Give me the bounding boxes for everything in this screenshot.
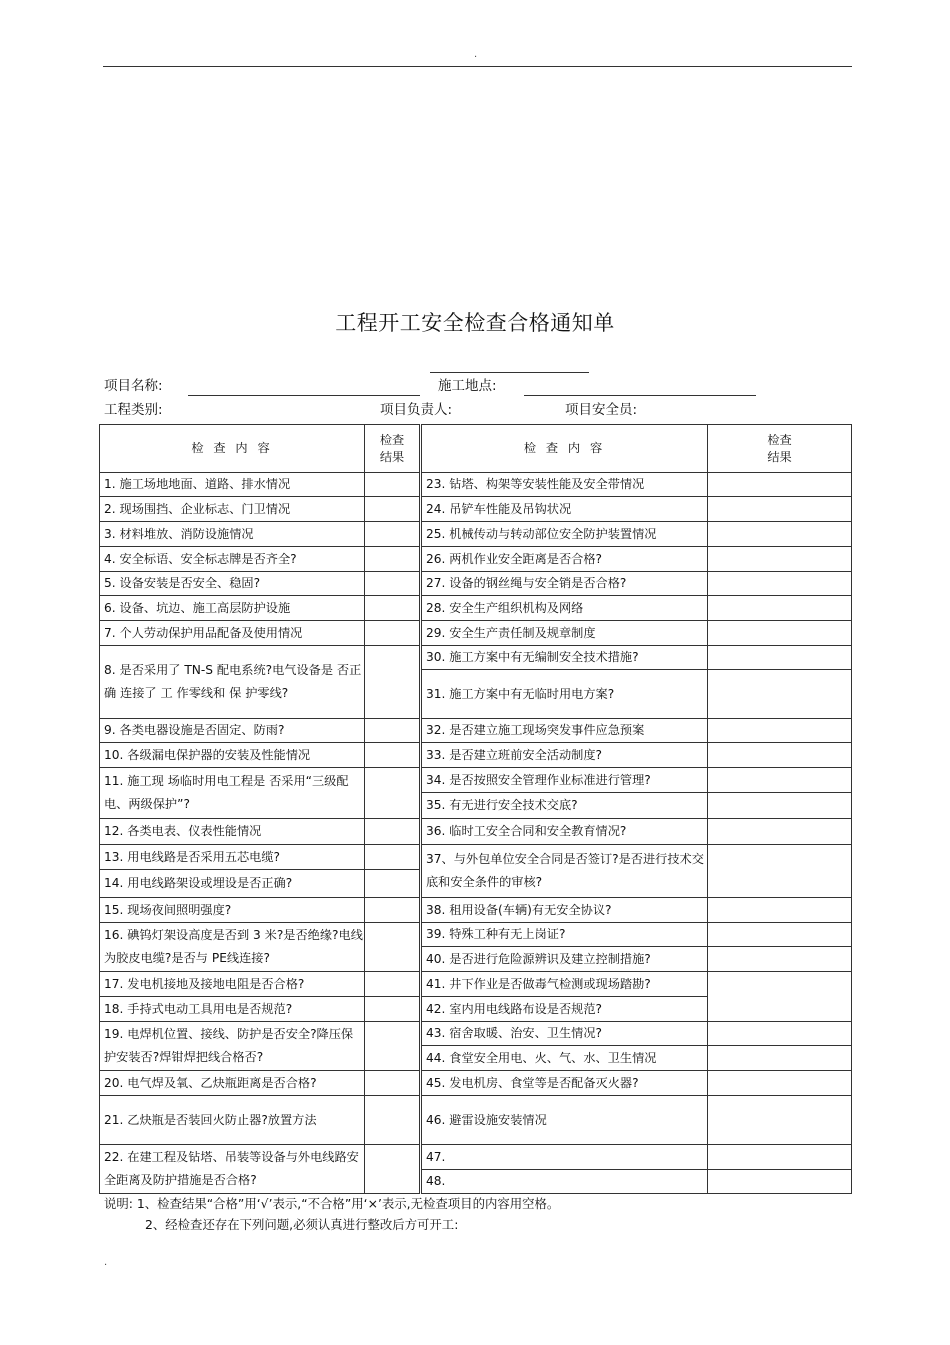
left-item-22: 22. 在建工程及钻塔、吊装等设备与外电线路安全距离及防护措施是否合格? xyxy=(100,1145,365,1194)
right-item-27: 27. 设备的钢丝绳与安全销是否合格? xyxy=(421,572,708,596)
left-item-8: 8. 是否采用了 TN-S 配电系统?电气设备是 否正确 连接了 工 作零线和 保 护零线? xyxy=(100,646,365,719)
right-item-29: 29. 安全生产责任制及规章制度 xyxy=(421,621,708,646)
right-item-42: 42. 室内用电线路布设是否规范? xyxy=(421,997,708,1022)
left-result-6[interactable] xyxy=(365,596,421,621)
check-table xyxy=(99,424,852,1194)
right-item-30: 30. 施工方案中有无编制安全技术措施? xyxy=(421,646,708,670)
right-item-34: 34. 是否按照安全管理作业标准进行管理? xyxy=(421,768,708,793)
right-result-46[interactable] xyxy=(708,1096,852,1145)
left-item-1: 1. 施工场地地面、道路、排水情况 xyxy=(100,473,365,497)
table-header-row xyxy=(100,425,852,473)
safety-officer-label: 项目安全员: xyxy=(565,402,638,418)
left-result-18[interactable] xyxy=(365,997,421,1022)
left-result-15[interactable] xyxy=(365,898,421,923)
left-item-9: 9. 各类电器设施是否固定、防雨? xyxy=(100,719,365,743)
project-name-field[interactable] xyxy=(188,395,420,396)
right-result-26[interactable] xyxy=(708,547,852,572)
right-item-24: 24. 吊铲车性能及吊钩状况 xyxy=(421,497,708,522)
right-item-32: 32. 是否建立施工现场突发事件应急预案 xyxy=(421,719,708,743)
table-row xyxy=(100,646,852,670)
left-item-6: 6. 设备、坑边、施工高层防护设施 xyxy=(100,596,365,621)
table-row xyxy=(100,572,852,596)
left-result-14[interactable] xyxy=(365,870,421,898)
header-rule xyxy=(103,66,852,67)
left-item-7: 7. 个人劳动保护用品配备及使用情况 xyxy=(100,621,365,646)
table-row xyxy=(100,898,852,923)
note-line-2: 2、经检查还存在下列问题,必须认真进行整改后方可开工: xyxy=(145,1217,459,1232)
left-result-8[interactable] xyxy=(365,646,421,719)
left-result-5[interactable] xyxy=(365,572,421,596)
table-row xyxy=(100,1145,852,1170)
left-result-header: 检查 结果 xyxy=(365,425,421,473)
table-row xyxy=(100,1022,852,1046)
table-row xyxy=(100,596,852,621)
right-item-44: 44. 食堂安全用电、火、气、水、卫生情况 xyxy=(421,1046,708,1071)
table-row xyxy=(100,497,852,522)
left-item-10: 10. 各级漏电保护器的安装及性能情况 xyxy=(100,743,365,768)
right-result-47[interactable] xyxy=(708,1145,852,1170)
left-result-10[interactable] xyxy=(365,743,421,768)
right-item-39: 39. 特殊工种有无上岗证? xyxy=(421,923,708,947)
right-result-32[interactable] xyxy=(708,719,852,743)
right-result-30[interactable] xyxy=(708,646,852,670)
right-result-25[interactable] xyxy=(708,522,852,547)
right-result-44[interactable] xyxy=(708,1046,852,1071)
header-mark: . xyxy=(474,49,478,60)
left-result-17[interactable] xyxy=(365,972,421,997)
left-item-15: 15. 现场夜间照明强度? xyxy=(100,898,365,923)
left-result-9[interactable] xyxy=(365,719,421,743)
manager-label: 项目负责人: xyxy=(380,402,453,418)
right-item-47: 47. xyxy=(421,1145,708,1170)
right-item-25: 25. 机械传动与转动部位安全防护装置情况 xyxy=(421,522,708,547)
left-result-4[interactable] xyxy=(365,547,421,572)
table-row xyxy=(100,768,852,793)
right-result-39[interactable] xyxy=(708,923,852,947)
left-result-3[interactable] xyxy=(365,522,421,547)
table-row xyxy=(100,719,852,743)
right-result-40[interactable] xyxy=(708,947,852,972)
right-item-33: 33. 是否建立班前安全活动制度? xyxy=(421,743,708,768)
table-row xyxy=(100,473,852,497)
right-item-31: 31. 施工方案中有无临时用电方案? xyxy=(421,670,708,719)
right-result-28[interactable] xyxy=(708,596,852,621)
left-item-14: 14. 用电线路架设或埋设是否正确? xyxy=(100,870,365,898)
document-title: 工程开工安全检查合格通知单 xyxy=(335,311,615,335)
right-result-36[interactable] xyxy=(708,819,852,845)
table-row xyxy=(100,1071,852,1096)
left-item-18: 18. 手持式电动工具用电是否规范? xyxy=(100,997,365,1022)
right-item-46: 46. 避雷设施安装情况 xyxy=(421,1096,708,1145)
right-result-41-42[interactable] xyxy=(708,972,852,1022)
table-row xyxy=(100,743,852,768)
right-result-23[interactable] xyxy=(708,473,852,497)
right-result-24[interactable] xyxy=(708,497,852,522)
right-result-33[interactable] xyxy=(708,743,852,768)
right-item-37: 37、与外包单位安全合同是否签订?是否进行技术交底和安全条件的审核? xyxy=(421,845,708,898)
left-item-3: 3. 材料堆放、消防设施情况 xyxy=(100,522,365,547)
right-result-29[interactable] xyxy=(708,621,852,646)
left-result-7[interactable] xyxy=(365,621,421,646)
left-item-12: 12. 各类电表、仪表性能情况 xyxy=(100,819,365,845)
table-row xyxy=(100,845,852,870)
left-result-20[interactable] xyxy=(365,1071,421,1096)
right-item-36: 36. 临时工安全合同和安全教育情况? xyxy=(421,819,708,845)
left-result-1[interactable] xyxy=(365,473,421,497)
table-row xyxy=(100,972,852,997)
left-result-12[interactable] xyxy=(365,819,421,845)
table-row xyxy=(100,621,852,646)
right-item-38: 38. 租用设备(车辆)有无安全协议? xyxy=(421,898,708,923)
left-result-22[interactable] xyxy=(365,1145,421,1194)
left-item-11: 11. 施工现 场临时用电工程是 否采用“三级配电、两级保护”? xyxy=(100,768,365,819)
left-item-17: 17. 发电机接地及接地电阻是否合格? xyxy=(100,972,365,997)
left-item-19: 19. 电焊机位置、接线、防护是否安全?降压保护安装否?焊钳焊把线合格否? xyxy=(100,1022,365,1071)
table-row xyxy=(100,923,852,947)
right-item-40: 40. 是否进行危险源辨识及建立控制措施? xyxy=(421,947,708,972)
left-item-2: 2. 现场围挡、企业标志、门卫情况 xyxy=(100,497,365,522)
right-result-37[interactable] xyxy=(708,845,852,898)
footer-mark: . xyxy=(104,1257,108,1268)
right-item-43: 43. 宿舍取暖、治安、卫生情况? xyxy=(421,1022,708,1046)
right-result-header: 检查 结果 xyxy=(708,425,852,473)
right-item-45: 45. 发电机房、食堂等是否配备灭火器? xyxy=(421,1071,708,1096)
right-item-48: 48. xyxy=(421,1170,708,1194)
left-result-16[interactable] xyxy=(365,923,421,972)
left-item-21: 21. 乙炔瓶是否装回火防止器?放置方法 xyxy=(100,1096,365,1145)
right-result-35[interactable] xyxy=(708,793,852,819)
right-result-48[interactable] xyxy=(708,1170,852,1194)
table-row xyxy=(100,547,852,572)
title-underline xyxy=(430,372,589,373)
right-item-41: 41. 井下作业是否做毒气检测或现场踏勘? xyxy=(421,972,708,997)
note-line-1: 说明: 1、检查结果“合格”用‘√’表示,“不合格”用‘×’表示,无检查项目的内容用空格。 xyxy=(104,1196,560,1211)
left-content-header: 检 查 内 容 xyxy=(100,425,365,473)
right-item-26: 26. 两机作业安全距离是否合格? xyxy=(421,547,708,572)
project-name-label: 项目名称: xyxy=(104,378,163,394)
table-row xyxy=(100,1096,852,1145)
left-item-20: 20. 电气焊及氧、乙炔瓶距离是否合格? xyxy=(100,1071,365,1096)
right-item-28: 28. 安全生产组织机构及网络 xyxy=(421,596,708,621)
right-result-43[interactable] xyxy=(708,1022,852,1046)
left-item-13: 13. 用电线路是否采用五芯电缆? xyxy=(100,845,365,870)
right-result-31[interactable] xyxy=(708,670,852,719)
left-result-21[interactable] xyxy=(365,1096,421,1145)
right-result-38[interactable] xyxy=(708,898,852,923)
left-item-16: 16. 碘钨灯架设高度是否到 3 米?是否绝缘?电线为胶皮电缆?是否与 PE线连接? xyxy=(100,923,365,972)
right-result-27[interactable] xyxy=(708,572,852,596)
left-result-13[interactable] xyxy=(365,845,421,870)
right-result-45[interactable] xyxy=(708,1071,852,1096)
right-content-header: 检 查 内 容 xyxy=(421,425,708,473)
right-result-34[interactable] xyxy=(708,768,852,793)
right-item-35: 35. 有无进行安全技术交底? xyxy=(421,793,708,819)
table-row xyxy=(100,819,852,845)
left-result-19[interactable] xyxy=(365,1022,421,1071)
left-item-4: 4. 安全标语、安全标志牌是否齐全? xyxy=(100,547,365,572)
left-result-11[interactable] xyxy=(365,768,421,819)
category-label: 工程类别: xyxy=(104,402,163,418)
left-result-2[interactable] xyxy=(365,497,421,522)
left-item-5: 5. 设备安装是否安全、稳固? xyxy=(100,572,365,596)
right-item-23: 23. 钻塔、构架等安装性能及安全带情况 xyxy=(421,473,708,497)
table-row xyxy=(100,522,852,547)
site-field[interactable] xyxy=(524,395,756,396)
site-label: 施工地点: xyxy=(438,378,497,394)
